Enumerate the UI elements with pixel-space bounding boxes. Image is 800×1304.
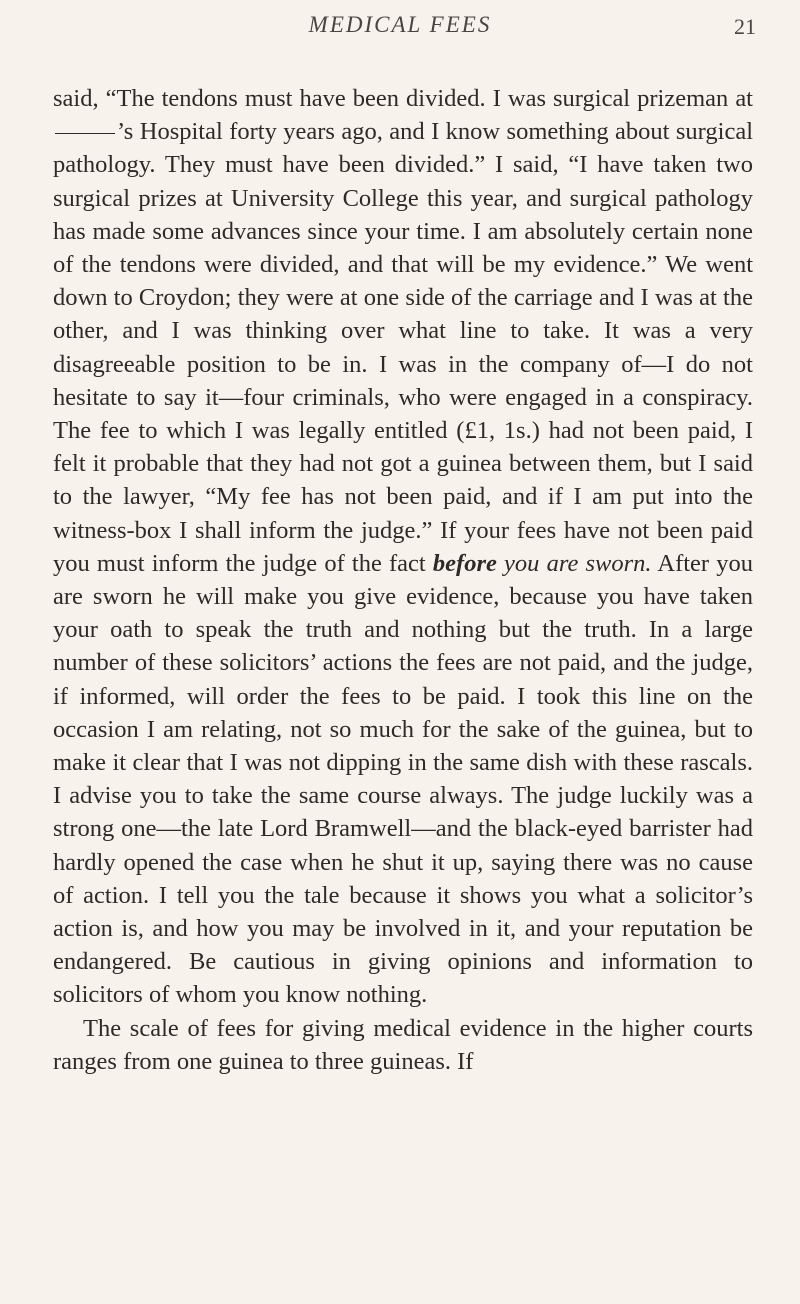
paragraph-1-part-c: After you are sworn he will make you give evidence, because you have taken your oath to speak the truth and nothing but the truth. In a large number of these solicitors’ actions the fees are not paid, and the judge, if informed, will order the fees to be paid. I took this line on the occasion I am relating, not so much for the sake of the guinea, but to make it clear that I was not dipping in the same dish with these rascals. I advise you to take the same course always. The judge luckily was a strong one—the late Lord Bramwell—and the black-eyed barrister had hardly opened the case when he shut it up, saying there was no cause of action. I tell you the tale because it shows you what a solicitor’s action is, and how you may be involved in it, and your reputation be endangered. Be cautious in giving opinions and information to solicitors of whom you know nothing. [53, 549, 753, 1009]
paragraph-2: The scale of fees for giving medical evidence in the higher courts ranges from one guinea to three guineas. If [53, 1014, 753, 1075]
emphasis-before: before [432, 549, 497, 577]
paragraph-1 [53, 82, 753, 1012]
page-header [0, 6, 800, 50]
paragraph-1-part-a: said, “The tendons must have been divided. I was surgical prizeman at [53, 85, 753, 112]
page-number: 21 [734, 14, 756, 39]
running-title: MEDICAL FEES [308, 12, 492, 37]
blank-dash [55, 133, 115, 134]
paragraph-1-part-b: ’s Hospital forty years ago, and I know something about surgical pathology. They must have been divided.” I said, “I have taken two surgical prizes at University College this year, and surgical pathology has made some advances since your time. I am absolutely certain none of the tendons were divided, and that will be my evidence.” We went down to Croydon; they were at one side of the carriage and I was at the other, and I was thinking over what line to take. It was a very disagreeable position to be in. I was in the company of—I do not hesitate to say it—four criminals, who were engaged in a conspiracy. The fee to which I was legally entitled (£1, 1s.) had not been paid, I felt it probable that they had not got a guinea between them, but I said to the lawyer, “My fee has not been paid, and if I am put into the witness-box I shall inform the judge.” If your fees have not been paid you must inform the judge of the fact [53, 118, 753, 577]
body-text [53, 82, 753, 1078]
emphasis-sworn: you are sworn. [496, 549, 652, 577]
